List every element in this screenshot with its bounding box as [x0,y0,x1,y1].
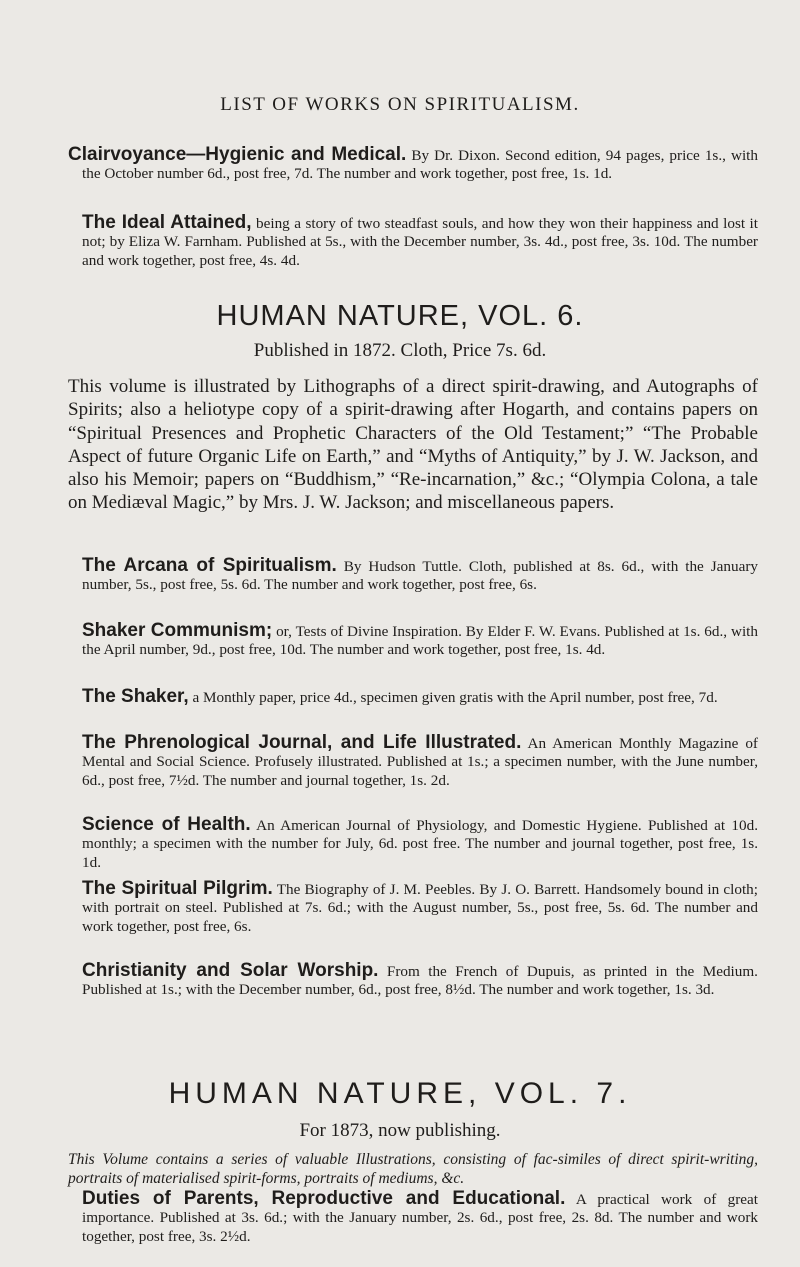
entry-shaker-communism [68,622,758,660]
vol7-published: For 1873, now publishing. [299,1120,501,1141]
entry-title: Shaker Communism; [82,620,273,641]
entry-text: A practical work of great importance. Published at 3s. 6d.; with the January number, 2s. 6d., post free, 2s. 8d. The number and work together, post free, 3s. 2½d. [82,1191,758,1245]
entry-christianity-solar [68,962,758,1000]
entry-science-of-health [68,816,758,872]
entry-title: The Spiritual Pilgrim. [82,878,273,899]
entry-title: Christianity and Solar Worship. [82,960,379,981]
entry-title: Science of Health. [82,814,251,835]
entry-text: From the French of Dupuis, as printed in the Medium. Published at 1s.; with the December number, 6d., post free, 8½d. The number and work together, 1s. 3d. [82,963,758,999]
entry-the-shaker [68,688,758,707]
entry-text: By Hudson Tuttle. Cloth, published at 8s. 6d., with the January number, 5s., post free, 5s. 6d. The number and work together, post free, 6s. [82,558,758,594]
entry-title: The Ideal Attained, [82,212,252,233]
entry-text: By Dr. Dixon. Second edition, 94 pages, price 1s., with the October number 6d., post free, 7d. The number and work together, post free, 1s. 1d. [82,147,758,183]
entry-phrenological-journal [68,734,758,790]
vol6-heading: HUMAN NATURE, VOL. 6. [216,300,584,332]
entry-text: being a story of two steadfast souls, and how they won their happiness and lost it not; by Eliza W. Farnham. Published at 5s., with the December number, 3s. 4d., post free, 3s. 10d. The number and work together, post free, 4s. 4d. [82,215,758,269]
vol6-published: Published in 1872. Cloth, Price 7s. 6d. [253,340,547,361]
entry-clairvoyance [68,146,758,184]
entry-text: a Monthly paper, price 4d., specimen given gratis with the April number, post free, 7d. [188,689,718,706]
entry-title: Duties of Parents, Reproductive and Educational. [82,1188,566,1209]
entry-text: or, Tests of Divine Inspiration. By Elder F. W. Evans. Published at 1s. 6d., with the April number, 9d., post free, 10d. The number and work together, post free, 1s. 4d. [82,623,758,659]
entry-spiritual-pilgrim [68,880,758,936]
entry-arcana [68,557,758,595]
entry-duties-of-parents [68,1190,758,1246]
running-head: LIST OF WORKS ON SPIRITUALISM. [220,94,580,115]
vol7-note: This Volume contains a series of valuable Illustrations, consisting of fac-similes of direct spirit-writing, portraits of materialised spirit-forms, portraits of mediums, &c. [68,1151,758,1187]
entry-ideal-attained [68,214,758,270]
entry-title: The Arcana of Spiritualism. [82,555,337,576]
entry-title: Clairvoyance—Hygienic and Medical. [68,144,407,165]
vol6-description: This volume is illustrated by Lithographs of a direct spirit-drawing, and Autographs of Spirits; also a heliotype copy of a spirit-drawing after Hogarth, and contains papers on “Spiritual Presences and Prophetic Characters of the Old Testament;” “The Probable Aspect of future Organic Life on Earth,” and “Myths of Antiquity,” by J. W. Jackson, and also his Memoir; papers on “Buddhism,” “Re-incarnation,” &c.; “Olympia Colona, a tale on Mediæval Magic,” by Mrs. J. W. Jackson; and miscellaneous papers. [68,376,758,514]
entry-text: The Biography of J. M. Peebles. By J. O. Barrett. Handsomely bound in cloth; with portrait on steel. Published at 7s. 6d.; with the August number, 5s., post free, 5s. 6d. The number and work together, post free, 6s. [82,881,758,935]
vol7-heading: HUMAN NATURE, VOL. 7. [168,1077,632,1110]
entry-title: The Phrenological Journal, and Life Illustrated. [82,732,522,753]
entry-text: An American Journal of Physiology, and Domestic Hygiene. Published at 10d. monthly; a specimen with the number for July, 6d. post free. The number and journal together, post free, 1s. 1d. [82,817,758,871]
entry-title: The Shaker, [82,686,189,707]
entry-text: An American Monthly Magazine of Mental and Social Science. Profusely illustrated. Published at 1s.; a specimen number, with the June number, 6d., post free, 7½d. The number and journal together, 1s. 2d. [82,735,758,789]
